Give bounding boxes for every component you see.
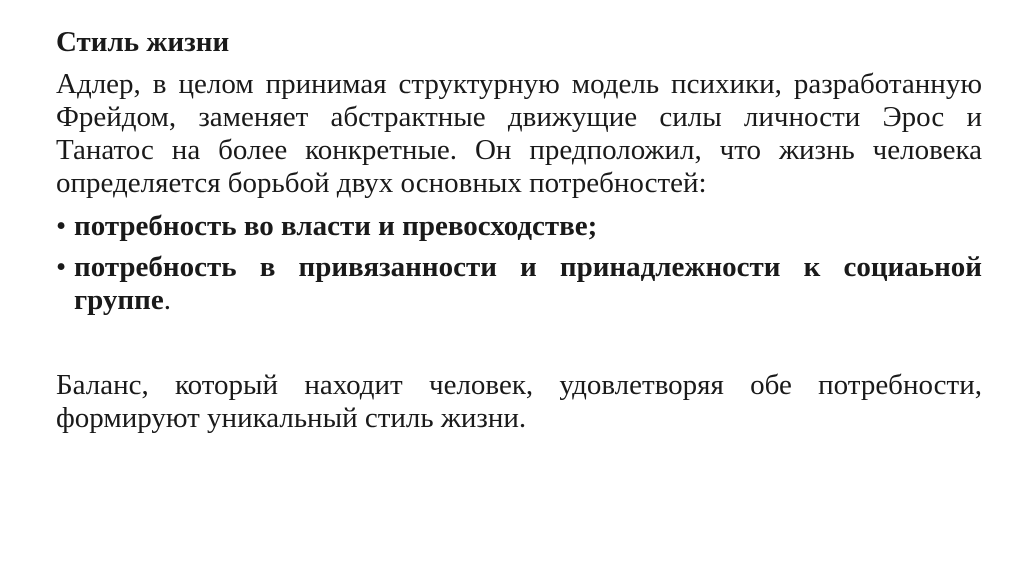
list-item [56, 210, 982, 243]
slide-title: Стиль жизни [56, 26, 230, 58]
bullet-icon: • [56, 251, 67, 283]
bullet-text: потребность во власти и превосходстве; [74, 210, 598, 242]
bullet-tail: . [163, 284, 171, 316]
bullet-text: потребность в привязанности и принадлежности к социаьной группе [74, 251, 982, 316]
list-item [56, 251, 982, 317]
needs-list [56, 210, 982, 317]
closing-paragraph: Баланс, который находит человек, удовлетворяя обе потребности, формируют уникальный стиль жизни. [56, 369, 982, 434]
slide-content [56, 22, 982, 435]
bullet-icon: • [56, 210, 67, 242]
intro-paragraph: Адлер, в целом принимая структурную модель психики, разработанную Фрейдом, заменяет абстрактные движущие силы личности Эрос и Танатос на более конкретные. Он предположил, что жизнь человека определяется борьбой двух основных потребностей: [56, 68, 982, 199]
